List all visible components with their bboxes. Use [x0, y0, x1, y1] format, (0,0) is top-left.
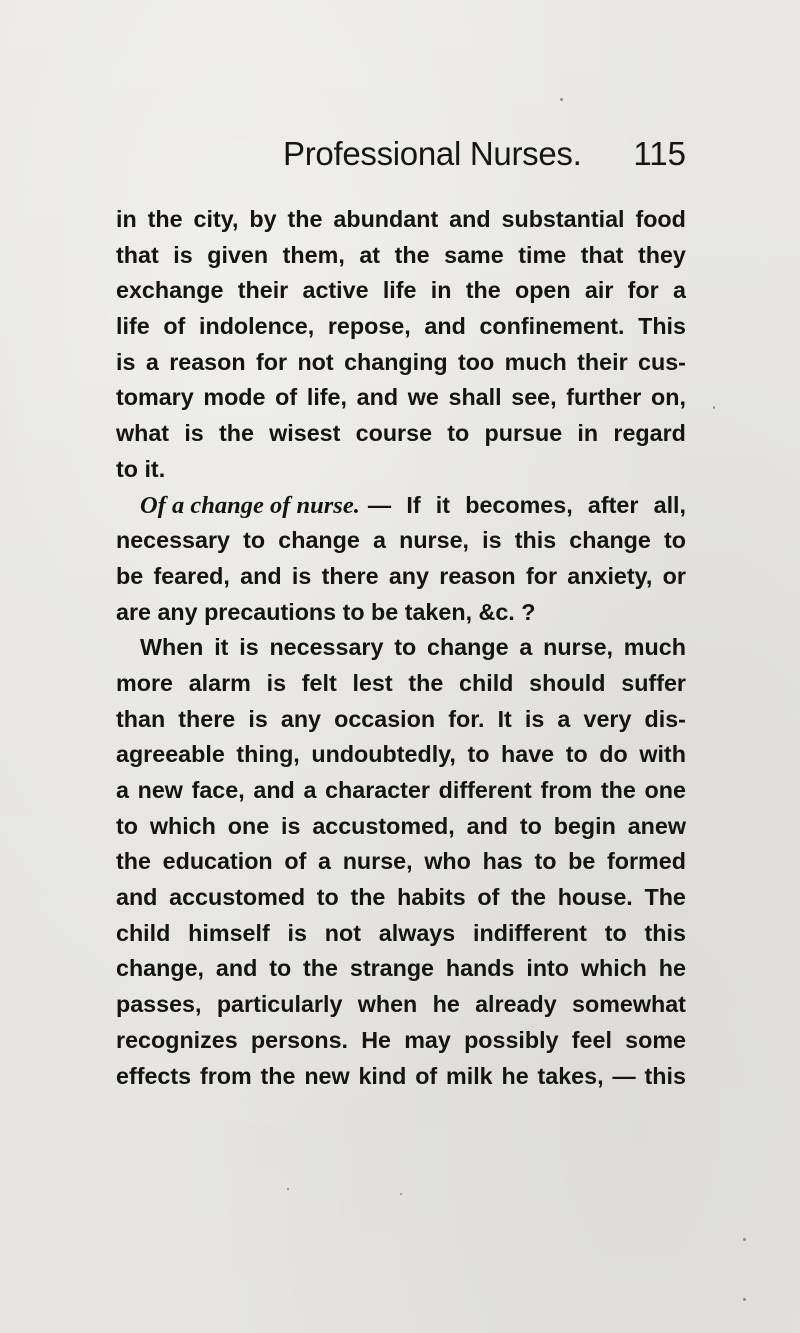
- text-line: [116, 1059, 686, 1095]
- word: nurse,: [399, 527, 470, 554]
- text-line: are any precautions to be taken, &c. ?: [116, 598, 536, 625]
- word: of: [284, 848, 307, 875]
- word: passes,: [116, 991, 202, 1018]
- word: a: [145, 348, 159, 375]
- text-line: [116, 630, 686, 666]
- word: see,: [511, 384, 557, 411]
- word: is: [291, 562, 312, 589]
- word: in: [116, 206, 137, 232]
- word: the: [350, 884, 386, 911]
- word: very: [583, 705, 632, 732]
- text-line: [116, 523, 686, 559]
- text-line: [116, 238, 686, 274]
- word: exchange: [116, 277, 224, 304]
- word: this: [644, 1062, 686, 1089]
- word: all,: [653, 491, 686, 518]
- word: who: [424, 848, 471, 875]
- word: the: [218, 420, 254, 447]
- word: reason: [169, 348, 246, 375]
- word: face,: [191, 777, 245, 803]
- word: begin: [553, 812, 616, 839]
- word: the: [147, 206, 183, 232]
- word: education: [162, 848, 273, 875]
- word: any: [280, 705, 322, 732]
- word: not: [297, 348, 334, 375]
- word: reason: [439, 562, 516, 589]
- word: becomes,: [465, 491, 573, 518]
- word: for: [627, 277, 659, 304]
- word: it: [435, 491, 451, 518]
- word: of: [477, 884, 500, 911]
- word: the: [287, 206, 323, 232]
- word: any: [388, 562, 429, 589]
- word: effects: [116, 1062, 192, 1089]
- word: or: [662, 562, 686, 589]
- text-line: [116, 1023, 686, 1059]
- word: which: [149, 812, 216, 839]
- word: formed: [607, 848, 686, 875]
- word: the: [600, 777, 636, 803]
- paper-speck: [713, 406, 715, 409]
- word: wisest: [269, 420, 341, 447]
- running-title: Professional Nurses.: [283, 135, 582, 172]
- word: and: [240, 562, 282, 589]
- word: not: [324, 919, 361, 946]
- word: than: [116, 705, 166, 732]
- word: agreeable: [116, 741, 225, 768]
- word: a: [303, 777, 317, 803]
- section-heading: Of a change of nurse.: [140, 491, 360, 519]
- word: mode: [203, 384, 266, 411]
- word: is: [239, 634, 259, 661]
- word: is: [184, 420, 204, 447]
- word: new: [304, 1062, 350, 1089]
- word: the: [511, 884, 547, 911]
- word: the: [394, 241, 430, 268]
- word: This: [638, 313, 686, 340]
- word: much: [623, 634, 686, 661]
- word: a: [116, 777, 129, 803]
- word: what: [116, 420, 170, 447]
- word: air: [584, 277, 614, 304]
- word: the: [408, 669, 444, 696]
- word: to: [447, 420, 470, 447]
- paper-speck: [743, 1298, 746, 1301]
- word: change: [427, 634, 509, 661]
- word: occasion: [334, 705, 436, 732]
- text-line: [116, 880, 686, 916]
- word: there: [321, 562, 379, 589]
- word: necessary: [269, 634, 384, 661]
- word: abundant: [333, 206, 439, 232]
- word: into: [526, 955, 570, 982]
- word: If: [406, 491, 421, 518]
- word: too: [458, 348, 495, 375]
- word: to: [467, 741, 490, 768]
- word: of: [415, 1062, 438, 1089]
- word: and: [424, 313, 466, 340]
- word: is: [281, 812, 301, 839]
- word: regard: [613, 420, 686, 447]
- word: accustomed: [169, 884, 306, 911]
- text-line: [116, 345, 686, 381]
- word: particularly: [216, 991, 343, 1018]
- word: nurse,: [543, 634, 614, 661]
- word: felt: [301, 669, 337, 696]
- word: after: [587, 491, 639, 518]
- word: tomary: [116, 384, 194, 411]
- word: When: [140, 634, 204, 661]
- word: —: [367, 491, 392, 518]
- word: at: [359, 241, 381, 268]
- body-text: [116, 202, 686, 1094]
- word: himself: [188, 919, 270, 946]
- word: and: [116, 884, 158, 911]
- word: to: [269, 955, 292, 982]
- word: feared,: [153, 562, 230, 589]
- word: He: [361, 1026, 392, 1053]
- word: alarm: [188, 669, 251, 696]
- word: life: [382, 277, 417, 304]
- word: a: [672, 277, 686, 304]
- word: to: [534, 848, 557, 875]
- word: cus-: [638, 348, 686, 375]
- word: The: [644, 884, 686, 911]
- word: substantial: [501, 206, 625, 232]
- word: —: [612, 1062, 636, 1089]
- word: it: [214, 634, 229, 661]
- word: new: [137, 777, 183, 803]
- word: is: [482, 527, 502, 554]
- word: which: [580, 955, 647, 982]
- word: nurse,: [342, 848, 413, 875]
- word: they: [637, 241, 686, 268]
- word: for: [525, 562, 558, 589]
- word: It: [497, 705, 512, 732]
- word: active: [302, 277, 369, 304]
- word: on,: [651, 384, 686, 411]
- word: repose,: [327, 313, 411, 340]
- text-line: [116, 309, 686, 345]
- word: for.: [448, 705, 485, 732]
- word: shall: [448, 384, 502, 411]
- text-line: [116, 916, 686, 952]
- word: is: [173, 241, 193, 268]
- word: be: [116, 562, 144, 589]
- word: accustomed,: [312, 812, 455, 839]
- word: further: [566, 384, 642, 411]
- word: suffer: [621, 669, 686, 696]
- word: their: [237, 277, 289, 304]
- word: more: [116, 669, 173, 696]
- word: a: [519, 634, 533, 661]
- word: necessary: [116, 527, 230, 554]
- word: and: [466, 812, 509, 839]
- word: same: [444, 241, 504, 268]
- word: in: [430, 277, 452, 304]
- word: thing,: [236, 741, 300, 768]
- word: to: [519, 812, 542, 839]
- word: a: [318, 848, 332, 875]
- text-line: [116, 809, 686, 845]
- word: be: [568, 848, 596, 875]
- text-line: [116, 666, 686, 702]
- word: dis-: [644, 705, 686, 732]
- word: there: [178, 705, 236, 732]
- word: is: [116, 348, 136, 375]
- word: we: [407, 384, 439, 411]
- text-line: [116, 773, 686, 809]
- text-line: [116, 844, 686, 880]
- word: already: [475, 991, 557, 1018]
- text-line-rest: [368, 488, 686, 524]
- word: to: [116, 812, 138, 839]
- word: some: [625, 1026, 686, 1053]
- word: for: [255, 348, 288, 375]
- word: takes,: [537, 1062, 604, 1089]
- word: of: [163, 313, 186, 340]
- word: and: [215, 955, 258, 982]
- word: character: [325, 777, 430, 803]
- word: always: [378, 919, 456, 946]
- page-header: [116, 135, 686, 185]
- word: possibly: [464, 1026, 559, 1053]
- word: to: [394, 634, 417, 661]
- word: child: [116, 919, 171, 946]
- word: one: [644, 777, 686, 803]
- word: anew: [627, 812, 686, 839]
- word: to: [604, 919, 627, 946]
- word: different: [438, 777, 532, 803]
- word: and: [356, 384, 399, 411]
- word: is: [266, 669, 287, 696]
- word: their: [577, 348, 628, 375]
- word: should: [529, 669, 606, 696]
- paper-speck: [743, 1238, 746, 1241]
- word: indolence,: [198, 313, 315, 340]
- text-line: [116, 380, 686, 416]
- word: them,: [282, 241, 345, 268]
- text-line: [116, 702, 686, 738]
- word: from: [540, 777, 593, 803]
- word: a: [557, 705, 571, 732]
- word: strange: [349, 955, 435, 982]
- word: milk: [446, 1062, 493, 1089]
- word: lest: [352, 669, 393, 696]
- paper-speck: [287, 1188, 289, 1190]
- text-line: [116, 273, 686, 309]
- word: food: [635, 206, 686, 232]
- word: hands: [445, 955, 515, 982]
- word: kind: [358, 1062, 407, 1089]
- word: with: [639, 741, 686, 768]
- word: confinement.: [479, 313, 625, 340]
- word: has: [482, 848, 523, 875]
- word: the: [260, 1062, 296, 1089]
- word: to: [664, 527, 686, 554]
- text-line: [116, 559, 686, 595]
- word: anxiety,: [567, 562, 653, 589]
- text-line: [116, 951, 686, 987]
- word: the: [465, 277, 501, 304]
- word: the: [303, 955, 338, 982]
- word: is: [287, 919, 307, 946]
- word: habits: [397, 884, 466, 911]
- word: of: [275, 384, 298, 411]
- text-line: [116, 416, 686, 452]
- word: he: [658, 955, 686, 982]
- word: and: [253, 777, 295, 803]
- word: change: [569, 527, 651, 554]
- text-line: to it.: [116, 455, 166, 482]
- word: have: [501, 741, 555, 768]
- word: life,: [306, 384, 347, 411]
- word: from: [199, 1062, 252, 1089]
- word: when: [357, 991, 418, 1018]
- word: persons.: [250, 1026, 349, 1053]
- word: child: [459, 669, 514, 696]
- word: pursue: [484, 420, 563, 447]
- word: he: [501, 1062, 529, 1089]
- text-line: [116, 202, 686, 238]
- word: life: [116, 313, 150, 340]
- word: indifferent: [473, 919, 587, 946]
- word: open: [514, 277, 571, 304]
- word: undoubtedly,: [311, 741, 456, 768]
- word: change,: [116, 955, 205, 982]
- word: the: [116, 848, 151, 875]
- word: somewhat: [572, 991, 686, 1018]
- word: and: [449, 206, 491, 232]
- word: in: [577, 420, 599, 447]
- word: is: [524, 705, 545, 732]
- word: much: [504, 348, 567, 375]
- text-line: [116, 987, 686, 1023]
- word: may: [404, 1026, 451, 1053]
- word: to: [316, 884, 339, 911]
- word: one: [227, 812, 270, 839]
- paper-speck: [560, 98, 563, 101]
- word: to: [243, 527, 266, 554]
- text-line: [116, 737, 686, 773]
- word: is: [248, 705, 268, 732]
- word: time: [518, 241, 567, 268]
- word: house.: [557, 884, 633, 911]
- word: city,: [193, 206, 239, 232]
- word: this: [514, 527, 557, 554]
- word: he: [432, 991, 460, 1018]
- word: this: [644, 919, 686, 946]
- word: change: [278, 527, 360, 554]
- word: a: [372, 527, 386, 554]
- section-heading-line: [116, 488, 686, 524]
- word: that: [116, 241, 159, 268]
- word: to: [565, 741, 588, 768]
- word: course: [355, 420, 433, 447]
- word: by: [249, 206, 277, 232]
- word: recognizes: [116, 1026, 238, 1053]
- page-number: 115: [633, 135, 686, 172]
- word: that: [580, 241, 624, 268]
- word: do: [599, 741, 628, 768]
- word: given: [207, 241, 269, 268]
- word: feel: [571, 1026, 612, 1053]
- paper-speck: [400, 1193, 402, 1195]
- word: changing: [344, 348, 448, 375]
